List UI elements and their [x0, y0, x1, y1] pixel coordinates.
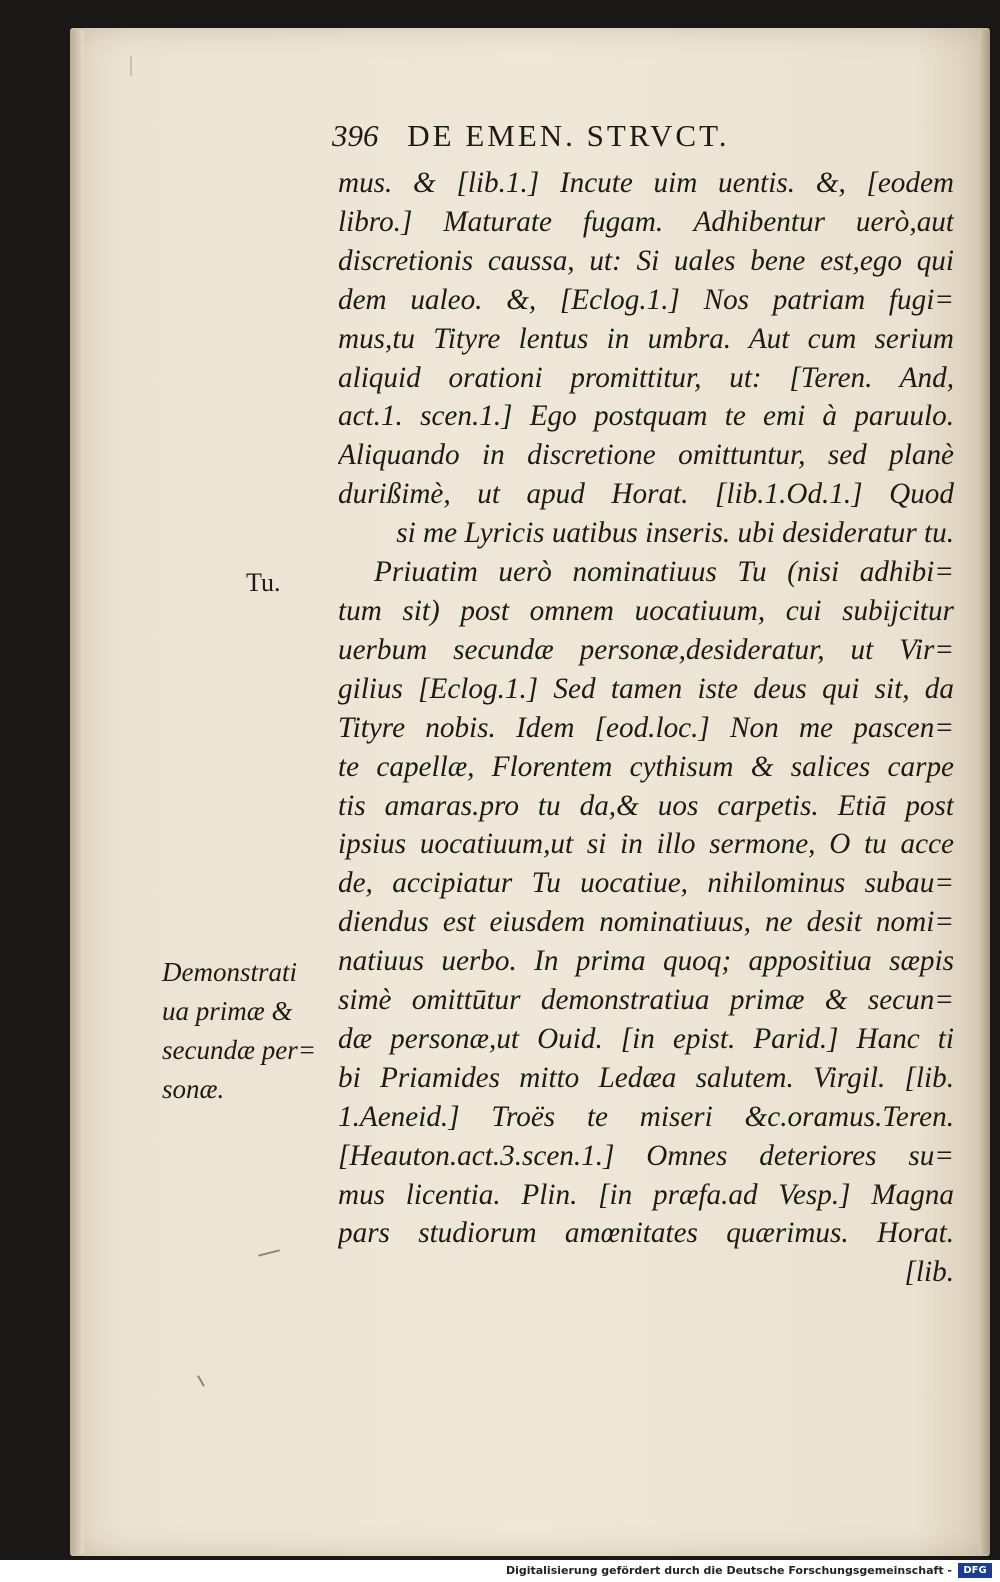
- text-line: Priuatim uerò nominatiuus Tu (nisi adhibi=: [374, 556, 954, 589]
- text-line: dem ualeo. &, [Eclog.1.] Nos patriam fugi=: [338, 283, 954, 316]
- text-line: si me Lyricis uatibus inseris. ubi desideratur tu.: [396, 517, 954, 550]
- marginal-line: ua primæ &: [162, 996, 293, 1026]
- text-line: act.1. scen.1.] Ego postquam te emi à paruulo.: [338, 400, 954, 433]
- text-line: te capellæ, Florentem cythisum & salices carpe: [338, 750, 954, 783]
- text-line: bi Priamides mitto Ledæa salutem. Virgil. [lib.: [338, 1061, 954, 1094]
- marginal-note-demonstrativa: [162, 953, 316, 1109]
- text-line: Aliquando in discretione omittuntur, sed planè: [338, 439, 954, 472]
- text-line: uerbum secundæ personæ,desideratur, ut Vir=: [338, 633, 954, 666]
- text-line: diendus est eiusdem nominatiuus, ne desit nomi=: [338, 906, 954, 939]
- running-head-title: DE EMEN. STRVCT.: [407, 118, 730, 153]
- marginal-line: sonæ.: [162, 1074, 225, 1104]
- text-line: [Heauton.act.3.scen.1.] Omnes deteriores su=: [338, 1139, 954, 1172]
- text-line: pars studiorum amœnitates quærimus. Horat.: [338, 1217, 954, 1250]
- page-number: 396: [332, 118, 379, 153]
- text-line: tis amaras.pro tu da,& uos carpetis. Etiā post: [338, 789, 954, 822]
- text-line: discretionis caussa, ut: Si uales bene est,ego qui: [338, 244, 954, 277]
- footer-bar: [0, 1560, 1000, 1582]
- ink-stroke: [130, 56, 132, 76]
- text-line: mus,tu Tityre lentus in umbra. Aut cum serium: [338, 322, 954, 355]
- marginal-note-tu: Tu.: [246, 568, 281, 597]
- text-line: aliquid orationi promittitur, ut: [Teren. And,: [338, 361, 954, 394]
- text-line: durißimè, ut apud Horat. [lib.1.Od.1.] Quod: [338, 478, 954, 511]
- funding-credit: Digitalisierung gefördert durch die Deutsche Forschungsgemeinschaft -: [505, 1564, 952, 1577]
- page-right-edge: [978, 30, 990, 1554]
- dfg-logo: DFG: [958, 1563, 992, 1578]
- catchword: [lib.: [904, 1256, 954, 1289]
- text-line: natiuus uerbo. In prima quoq; appositiua sæpis: [338, 945, 954, 978]
- text-line: mus. & [lib.1.] Incute uim uentis. &, [eodem: [338, 167, 954, 199]
- running-head: [332, 118, 952, 154]
- text-line: Tityre nobis. Idem [eod.loc.] Non me pascen=: [338, 711, 954, 744]
- text-line: libro.] Maturate fugam. Adhibentur uerò,aut: [338, 205, 954, 238]
- marginal-line: Demonstrati: [162, 957, 297, 987]
- text-line: dæ personæ,ut Ouid. [in epist. Parid.] Hanc ti: [338, 1022, 954, 1055]
- text-line: simè omittūtur demonstratiua primæ & secun=: [338, 984, 954, 1017]
- text-line: gilius [Eclog.1.] Sed tamen iste deus qui sit, da: [338, 672, 954, 705]
- text-line: 1.Aeneid.] Troës te miseri &c.oramus.Teren.: [338, 1100, 954, 1133]
- text-line: mus licentia. Plin. [in præfa.ad Vesp.] Magna: [338, 1178, 954, 1211]
- marginal-line: secundæ per=: [162, 1035, 316, 1065]
- body-text: [338, 164, 954, 1292]
- text-line: ipsius uocatiuum,ut si in illo sermone, O tu acce: [338, 828, 954, 861]
- page-gutter-shadow: [70, 30, 84, 1554]
- text-line: tum sit) post omnem uocatiuum, cui subijcitur: [338, 594, 954, 627]
- text-line: de, accipiatur Tu uocatiue, nihilominus subau=: [338, 867, 954, 900]
